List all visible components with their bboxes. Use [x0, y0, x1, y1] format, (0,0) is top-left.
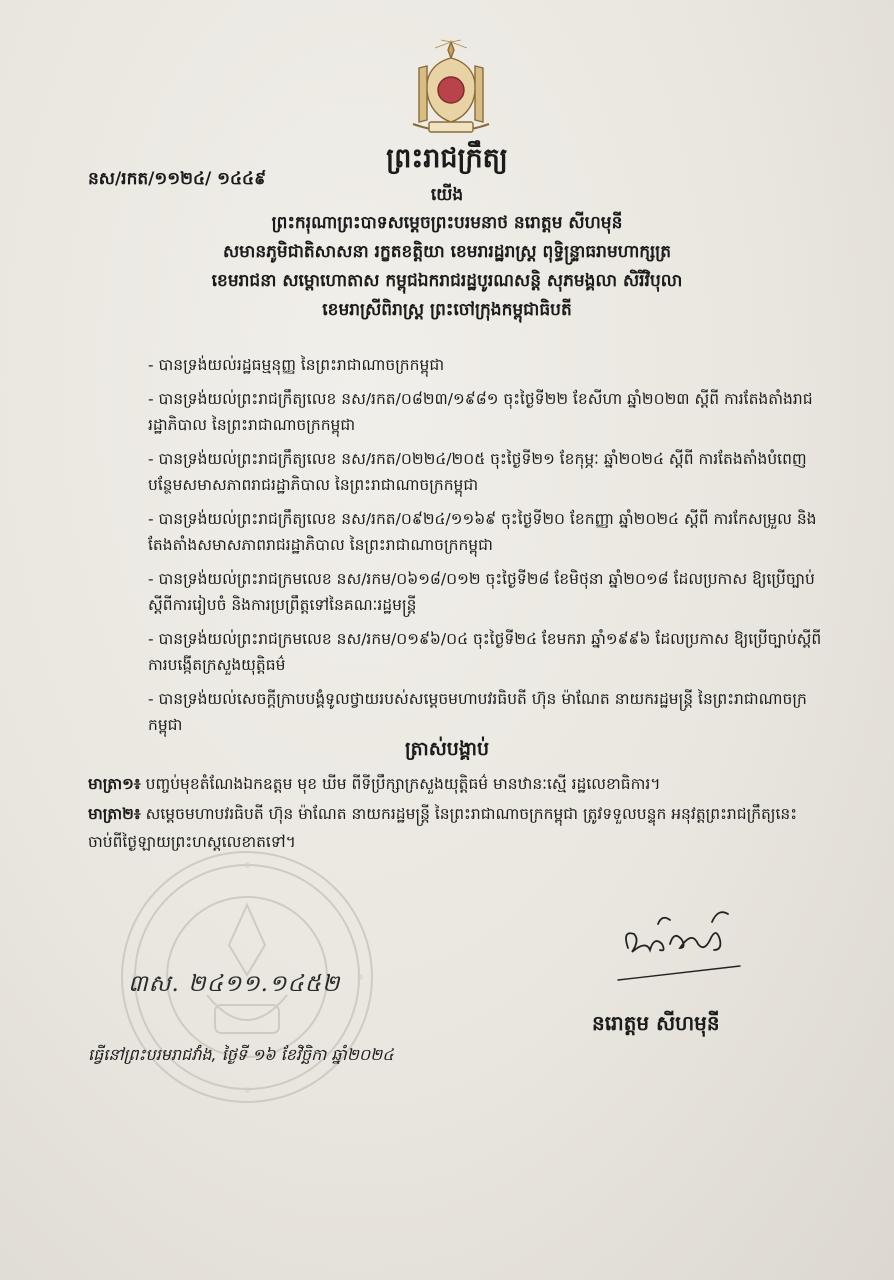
article-text: សម្ដេចមហាបវរធិបតី ហ៊ុន ម៉ាណែត នាយករដ្ឋមន្ត្រី នៃព្រះរាជាណាចក្រកម្ពុជា ត្រូវទទួលបន្ទុក អនុវត្តព្រះរាជក្រឹត្យនេះ ចាប់ពីថ្ងៃឡាយព្រះហស្ដលេខាតទៅ។	[88, 805, 798, 851]
king-title-line-2: សមានភូមិជាតិសាសនា រក្ខតខត្តិយា ខេមរារដ្ឋរាស្ត្រ ពុទ្ធិន្ទ្រាធរាមហាក្សត្រ	[222, 242, 672, 262]
page-title: ព្រះរាជក្រឹត្យ	[386, 143, 508, 174]
recital-item: - បានទ្រង់យល់ព្រះរាជក្រឹត្យលេខ នស/រកត/០៩២៤/១១៦៩ ចុះថ្ងៃទី២០ ខែកញ្ញា ឆ្នាំ២០២៤ ស្ដីពី ការកែសម្រួល និងតែងតាំងសមាសភាពរាជរដ្ឋាភិបាល នៃព្រះរាជាណាចក្រកម្ពុជា	[148, 509, 817, 554]
recital-item: - បានទ្រង់យល់សេចក្ដីក្រាបបង្គំទូលថ្វាយរបស់សម្ដេចមហាបវរធិបតី ហ៊ុន ម៉ាណែត នាយករដ្ឋមន្ត្រី នៃព្រះរាជាណាចក្រកម្ពុជា	[148, 689, 807, 734]
recital-item: - បានទ្រង់យល់ព្រះរាជក្រមលេខ នស/រកម/០៦១៨/០១២ ចុះថ្ងៃទី២៨ ខែមិថុនា ឆ្នាំ២០១៨ ដែលប្រកាស ឱ្យប្រើច្បាប់ស្ដីពីការរៀបចំ និងការប្រព្រឹត្តទៅនៃគណៈរដ្ឋមន្ត្រី	[148, 569, 815, 614]
place-and-date: ធ្វើនៅព្រះបរមរាជវាំង, ថ្ងៃទី ១៦ ខែវិច្ឆិកា ឆ្នាំ២០២៤	[88, 1045, 394, 1064]
article-label: មាត្រា១៖	[88, 775, 141, 793]
royal-arms-emblem-icon	[405, 38, 497, 138]
recital-item: - បានទ្រង់យល់ព្រះរាជក្រឹត្យលេខ នស/រកត/០៨២៣/១៩៨១ ចុះថ្ងៃទី២២ ខែសីហា ឆ្នាំ២០២៣ ស្ដីពី ការតែងតាំងរាជរដ្ឋាភិបាល នៃព្រះរាជាណាចក្រកម្ពុជា	[148, 389, 813, 434]
king-title-line-1: ព្រះករុណាព្រះបាទសម្ដេចព្រះបរមនាថ នរោត្តម សីហមុនី	[271, 213, 623, 233]
recitals-list	[148, 352, 838, 746]
reference-number: នស/រកត/១១២៤/ ១៤៤៩	[88, 169, 267, 189]
decree-heading: ត្រាស់បង្គាប់	[404, 738, 490, 760]
we-heading: យើង	[430, 185, 464, 205]
handwritten-signature-icon	[600, 900, 770, 985]
king-title-line-3: ខេមរាជនា សម្ពោហោតាស កម្ពុជឯករាជរដ្ឋបូរណសន្តិ សុភមង្គលា សិរីវិបុលា	[211, 271, 683, 291]
recital-item: - បានទ្រង់យល់រដ្ឋធម្មនុញ្ញ នៃព្រះរាជាណាចក្រកម្ពុជា	[148, 356, 445, 374]
recital-item: - បានទ្រង់យល់ព្រះរាជក្រឹត្យលេខ នស/រកត/០២២៤/២០៥ ចុះថ្ងៃទី២១ ខែកុម្ភៈ ឆ្នាំ២០២៤ ស្ដីពី ការតែងតាំងបំពេញបន្ថែមសមាសភាពរាជរដ្ឋាភិបាល នៃព្រះរាជាណាចក្រកម្ពុជា	[148, 449, 807, 494]
signer-name: នរោត្តម សីហមុនី	[592, 1011, 720, 1035]
king-title-line-4: ខេមរាស្រីពិរាស្ត្រ ព្រះចៅក្រុងកម្ពុជាធិបតី	[322, 300, 572, 320]
recital-item: - បានទ្រង់យល់ព្រះរាជក្រមលេខ នស/រកម/០១៩៦/០៤ ចុះថ្ងៃទី២៤ ខែមករា ឆ្នាំ១៩៩៦ ដែលប្រកាស ឱ្យប្រើច្បាប់ស្ដីពីការបង្កើតក្រសួងយុត្តិធម៌	[148, 629, 822, 674]
article-label: មាត្រា២៖	[88, 805, 141, 823]
handwritten-registration-number: ៣ស. ២៤១១.១៤៥២	[128, 971, 341, 997]
article-1	[88, 770, 828, 798]
article-text: បញ្ចប់មុខតំណែងឯកឧត្តម មុខ ឃីម ពីទីប្រឹក្សាក្រសួងយុត្តិធម៌ មានឋានៈស្មើ រដ្ឋលេខាធិការ។	[145, 775, 661, 793]
